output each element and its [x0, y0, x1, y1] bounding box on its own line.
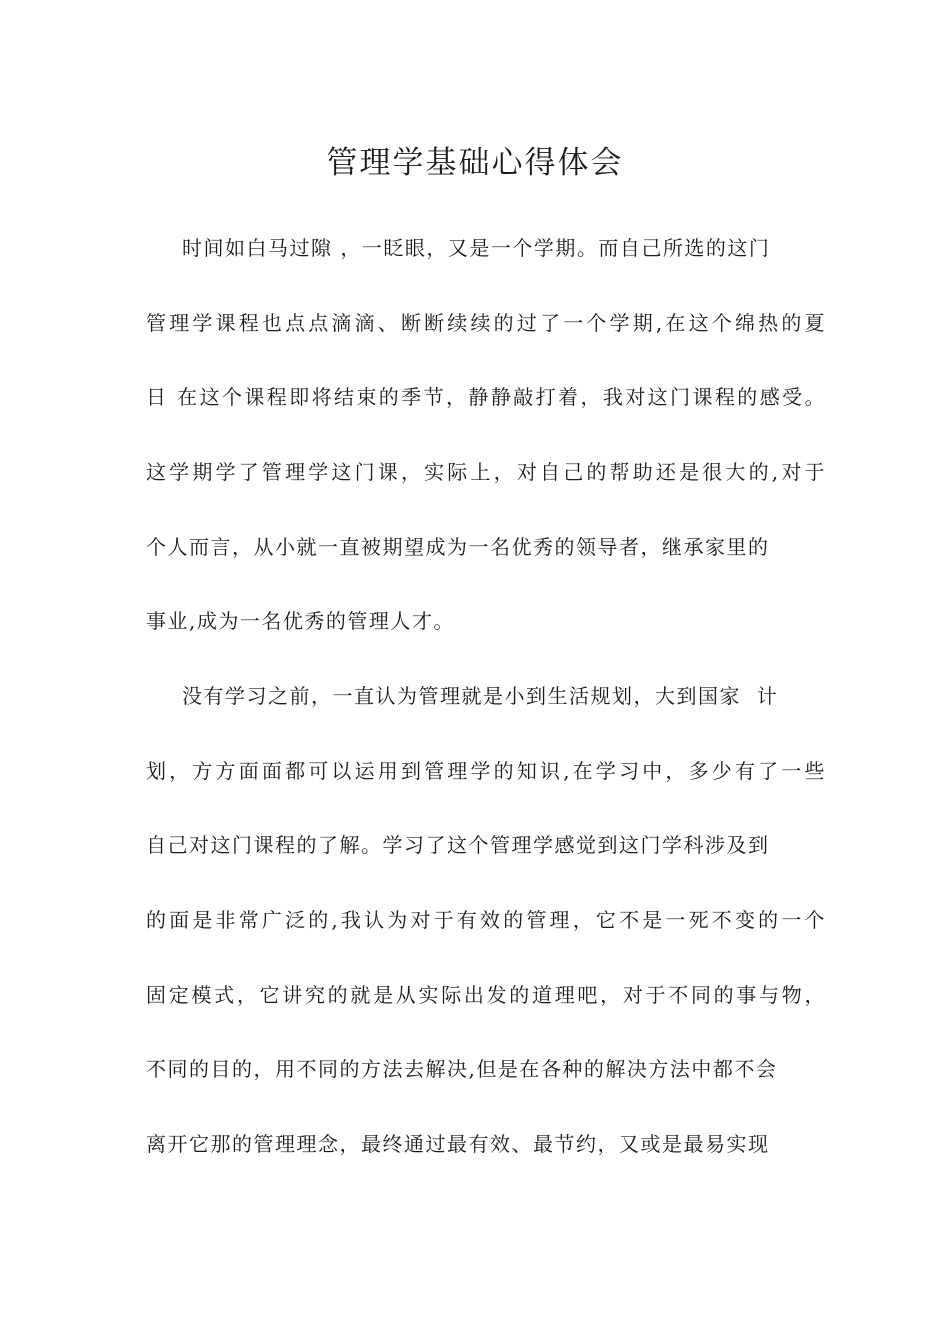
paragraph-2-line-4: 的面是非常广泛的,我认为对于有效的管理，它不是一死不变的一个: [146, 908, 826, 932]
paragraph-1-line-6: 事业,成为一名优秀的管理人才。: [146, 609, 455, 633]
paragraph-1-line-5: 个人而言，从小就一直被期望成为一名优秀的领导者，继承家里的: [146, 535, 770, 559]
paragraph-2-line-3: 自己对这门课程的了解。学习了这个管理学感觉到这门学科涉及到: [146, 833, 770, 857]
paragraph-1-line-2: 管理学课程也点点滴滴、断断续续的过了一个学期,在这个绵热的夏: [146, 311, 826, 335]
document-title: 管理学基础心得体会: [326, 145, 624, 181]
paragraph-2-line-2: 划，方方面面都可以运用到管理学的知识,在学习中，多少有了一些: [146, 759, 826, 783]
paragraph-2-line-7: 离开它那的管理理念，最终通过最有效、最节约，又或是最易实现: [146, 1132, 770, 1156]
paragraph-2-line-6: 不同的目的，用不同的方法去解决,但是在各种的解决方法中都不会: [146, 1057, 778, 1081]
paragraph-2-line-5: 固定模式，它讲究的就是从实际出发的道理吧，对于不同的事与物，: [146, 983, 826, 1007]
paragraph-1-line-3: 日 在这个课程即将结束的季节，静静敲打着，我对这门课程的感受。: [146, 385, 826, 409]
paragraph-2-line-1: 没有学习之前，一直认为管理就是小到生活规划，大到国家 计: [182, 684, 779, 708]
paragraph-1-line-1: 时间如白马过隙 ，一眨眼，又是一个学期。而自己所选的这门: [182, 236, 771, 260]
paragraph-1-line-4: 这学期学了管理学这门课，实际上，对自己的帮助还是很大的,对于: [146, 460, 826, 484]
